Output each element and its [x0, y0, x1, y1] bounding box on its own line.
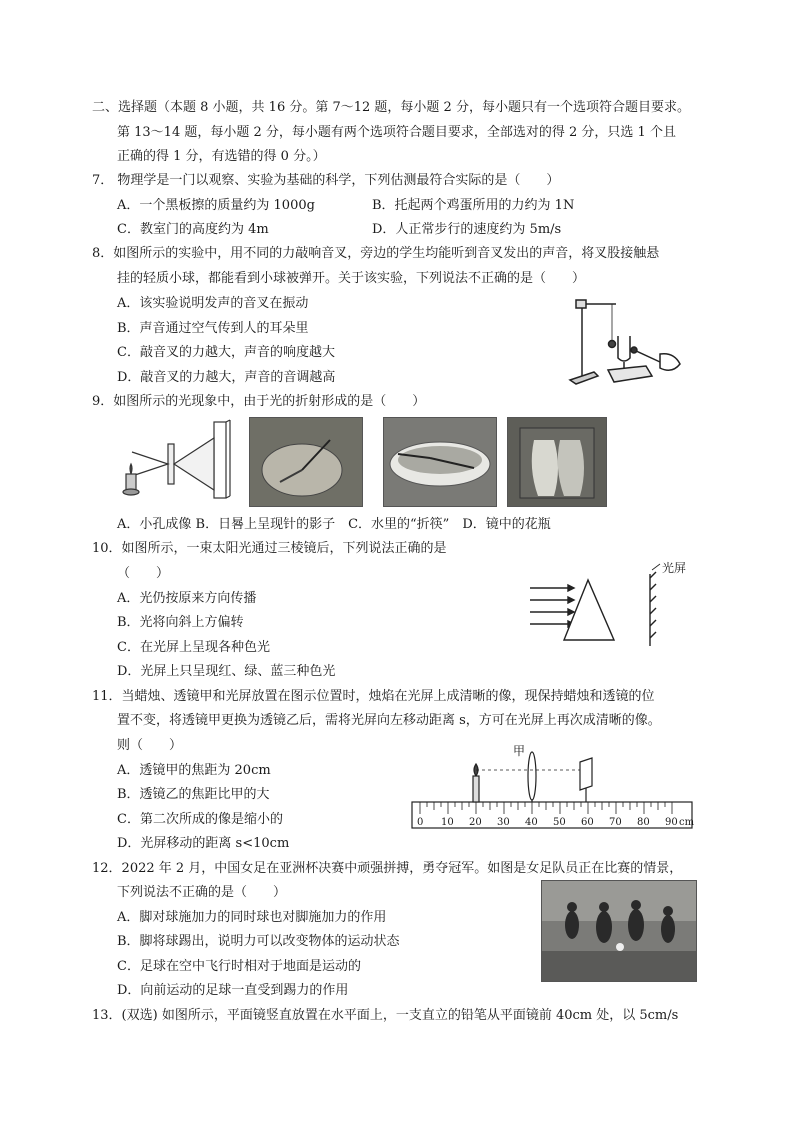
q13-stem-line1: 13．(双选) 如图所示，平面镜竖直放置在水平面上，一支直立的铅笔从平面镜前 40cm 处，以 5cm/s	[92, 1008, 679, 1023]
q12-option-b: B．脚将球踢出，说明力可以改变物体的运动状态	[117, 934, 400, 949]
ruler-label: 20	[469, 817, 482, 828]
section-header-line1: 二、选择题（本题 8 小题，共 16 分。第 7～12 题，每小题 2 分，每小题只有一个选项符合题目要求。	[92, 100, 690, 115]
q12-option-a: A．脚对球施加力的同时球也对脚施加力的作用	[117, 910, 387, 925]
q11-stem-line1: 11．当蜡烛、透镜甲和光屏放置在图示位置时，烛焰在光屏上成清晰的像，现保持蜡烛和透镜的位	[92, 689, 655, 704]
ruler-label: cm	[679, 817, 695, 828]
q10-option-c: C．在光屏上呈现各种色光	[117, 640, 270, 655]
mirror-vase-image	[507, 417, 607, 507]
q11-stem-line3: 则（ ）	[117, 738, 183, 753]
q8-stem-line2: 挂的轻质小球，都能看到小球被弹开。关于该实验，下列说法不正确的是（ ）	[117, 271, 586, 286]
ruler-label: 60	[581, 817, 594, 828]
q9-options: A．小孔成像 B．日晷上呈现针的影子 C．水里的“折筷” D．镜中的花瓶	[117, 517, 551, 532]
tuning-fork-figure	[562, 292, 692, 388]
q10-stem-line2: （ ）	[117, 566, 170, 581]
q8-stem-line1: 8．如图所示的实验中，用不同的力敲响音叉，旁边的学生均能听到音叉发出的声音，将叉股接触悬	[92, 246, 660, 261]
q11-option-d: D．光屏移动的距离 s<10cm	[117, 836, 290, 851]
q8-option-b: B．声音通过空气传到人的耳朵里	[117, 321, 309, 336]
screen-label: 光屏	[662, 561, 687, 575]
q8-option-d: D．敲音叉的力越大，声音的音调越高	[117, 370, 336, 385]
ruler-label: 90	[665, 817, 678, 828]
sundial-image	[249, 417, 363, 507]
lens-label: 甲	[513, 744, 526, 758]
ruler-label: 50	[553, 817, 566, 828]
q10-option-d: D．光屏上只呈现红、绿、蓝三种色光	[117, 664, 336, 679]
ruler-label: 0	[417, 817, 424, 828]
q8-option-c: C．敲音叉的力越大，声音的响度越大	[117, 345, 335, 360]
q11-option-a: A．透镜甲的焦距为 20cm	[117, 763, 271, 778]
section-header-line3: 正确的得 1 分，有选错的得 0 分。）	[117, 149, 326, 164]
q7-option-a: A．一个黑板擦的质量约为 1000g	[117, 198, 315, 213]
pinhole-camera-image	[118, 416, 236, 504]
ruler-label: 70	[609, 817, 622, 828]
section-header-line2: 第 13～14 题，每小题 2 分，每小题有两个选项符合题目要求，全部选对的得 2 分，只选 1 个且	[117, 125, 676, 140]
q7-option-b: B．托起两个鸡蛋所用的力约为 1N	[372, 198, 575, 213]
ruler-label: 10	[441, 817, 454, 828]
q7-option-d: D．人正常步行的速度约为 5m/s	[372, 222, 562, 237]
q10-option-a: A．光仍按原来方向传播	[117, 591, 257, 606]
q11-stem-line2: 置不变，将透镜甲更换为透镜乙后，需将光屏向左移动距离 s，方可在光屏上再次成清晰的像。	[117, 713, 661, 728]
ruler-label: 40	[525, 817, 538, 828]
ruler-label: 80	[637, 817, 650, 828]
q8-option-a: A．该实验说明发声的音叉在振动	[117, 296, 309, 311]
q10-option-b: B．光将向斜上方偏转	[117, 615, 244, 630]
q12-option-c: C．足球在空中飞行时相对于地面是运动的	[117, 959, 361, 974]
q12-stem-line1: 12．2022 年 2 月，中国女足在亚洲杯决赛中顽强拼搏，勇夺冠军。如图是女足队员正在比赛的情景，	[92, 861, 683, 876]
q9-stem: 9．如图所示的光现象中，由于光的折射形成的是（ ）	[92, 394, 426, 409]
q12-stem-line2: 下列说法不正确的是（ ）	[117, 885, 287, 900]
q7-option-c: C．教室门的高度约为 4m	[117, 222, 269, 237]
q11-option-b: B．透镜乙的焦距比甲的大	[117, 787, 270, 802]
soccer-match-image	[541, 880, 697, 982]
q12-option-d: D．向前运动的足球一直受到踢力的作用	[117, 983, 349, 998]
ruler-label: 30	[497, 817, 510, 828]
q10-stem-line1: 10．如图所示，一束太阳光通过三棱镜后，下列说法正确的是	[92, 541, 447, 556]
q7-stem: 7． 物理学是一门以观察、实验为基础的科学，下列估测最符合实际的是（ ）	[92, 173, 560, 188]
q11-option-c: C．第二次所成的像是缩小的	[117, 812, 283, 827]
bent-chopsticks-image	[383, 417, 497, 507]
